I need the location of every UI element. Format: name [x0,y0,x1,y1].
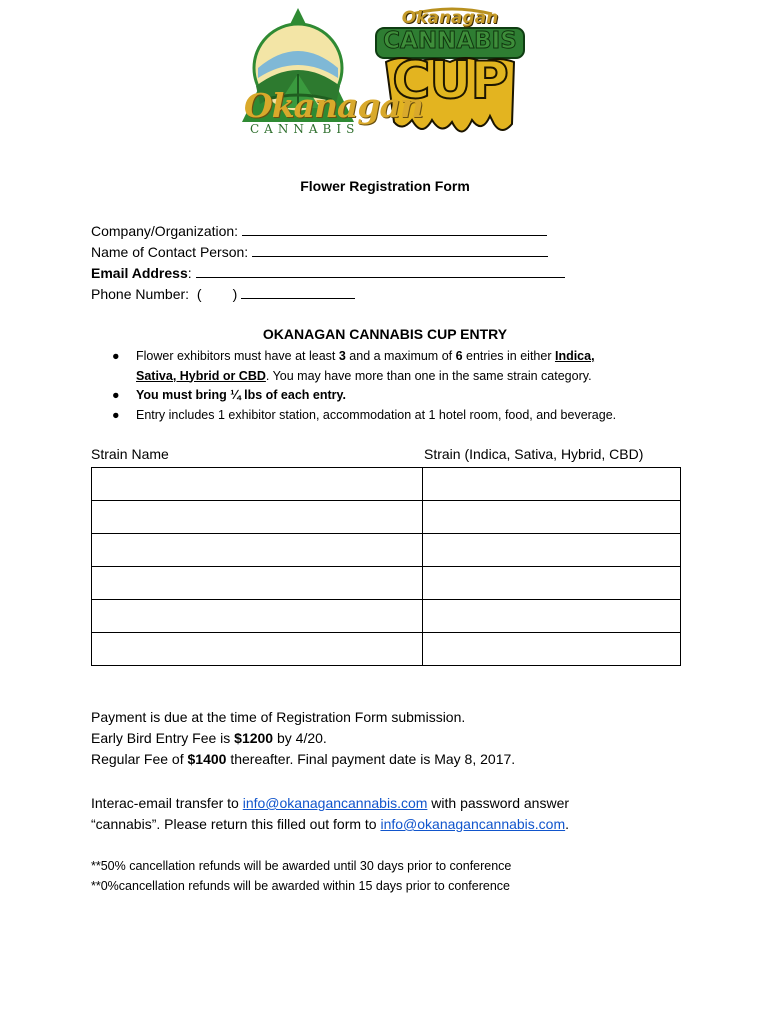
strain-type-cell[interactable] [423,567,681,600]
rule-item [90,386,690,406]
early-bird-text: Early Bird Entry Fee is [91,730,235,746]
email-link[interactable]: info@okanagancannabis.com [242,795,428,811]
rule3-text: Entry includes 1 exhibitor station, accommodation at 1 hotel room, food, and beverage. [136,407,617,422]
regular-fee: $1400 [187,751,227,767]
company-field [91,221,547,239]
phone-field [91,284,355,302]
strain-name-cell[interactable] [92,600,423,633]
return-text: “cannabis”. Please return this filled out form to [91,816,381,832]
payment-line3 [91,749,515,770]
refund-note-1: **50% cancellation refunds will be awarded until 30 days prior to conference [91,859,512,873]
interac-text-a: Interac-email transfer to [91,795,243,811]
table-row [92,501,681,534]
rule1-text-a: Flower exhibitors must have at least [136,349,339,363]
phone-mid: ) [201,286,242,302]
email-label: Email Address [91,265,188,281]
phone-label: Phone Number: ( [91,286,202,302]
strain-type-cell[interactable] [423,468,681,501]
cup-logo-line2: CANNABIS [383,28,517,54]
interac-line2 [91,814,569,835]
early-bird-date: by 4/20. [273,730,327,746]
interac-line1 [91,793,569,814]
strain-name-header: Strain Name [91,446,169,462]
table-row [92,600,681,633]
rule1-max: 6 [455,349,463,363]
contact-line[interactable] [252,242,548,257]
table-row [92,468,681,501]
strain-type-cell[interactable] [423,534,681,567]
company-line[interactable] [242,221,547,236]
contact-field [91,242,548,260]
rule1-text-b: and a maximum of [345,349,456,363]
strain-name-cell[interactable] [92,534,423,567]
form-title: Flower Registration Form [300,178,470,194]
phone-line[interactable] [241,284,355,299]
rule1-categories-1: Indica, [554,349,595,363]
rule1-categories-2: Sativa, Hybrid or CBD [136,368,266,383]
cup-logo-line3: CUP [392,51,508,111]
strain-name-cell[interactable] [92,468,423,501]
strain-type-cell[interactable] [423,600,681,633]
table-row [92,567,681,600]
rule2-text: You must bring ¼ lbs of each entry. [136,388,346,402]
interac-text-b: with password answer [427,795,570,811]
strain-name-cell[interactable] [92,567,423,600]
email-line[interactable] [196,263,565,278]
table-row [92,534,681,567]
okanagan-logo-subword: CANNABIS [250,122,360,136]
email-colon: : [187,265,196,281]
entry-rules-list [90,347,690,425]
company-label: Company/Organization: [91,223,242,239]
bullet-icon: ● [112,388,120,402]
regular-fee-text: Regular Fee of [91,751,188,767]
contact-label: Name of Contact Person: [91,244,253,260]
rule1-text-c: entries in either [462,349,555,363]
strain-name-cell[interactable] [92,633,423,666]
regular-fee-date: thereafter. Final payment date is May 8, 2017. [226,751,516,767]
bullet-icon: ● [112,349,120,363]
email-link[interactable]: info@okanagancannabis.com [380,816,566,832]
refund-note-2: **0%cancellation refunds will be awarded within 15 days prior to conference [91,879,510,893]
return-period: . [565,816,570,832]
rule-item [90,406,690,426]
strain-type-header: Strain (Indica, Sativa, Hybrid, CBD) [424,446,644,462]
table-row [92,633,681,666]
cup-logo-line1: Okanagan [401,8,499,28]
rule1-min: 3 [338,349,346,363]
strain-type-cell[interactable] [423,633,681,666]
strain-type-cell[interactable] [423,501,681,534]
email-field [91,263,565,281]
rule1-text-d: . You may have more than one in the same strain category. [265,368,592,383]
early-bird-fee: $1200 [234,730,274,746]
strain-name-cell[interactable] [92,501,423,534]
okanagan-logo-word: Okanagan [244,86,423,125]
bullet-icon: ● [112,407,120,422]
payment-line1: Payment is due at the time of Registration Form submission. [91,709,466,725]
entry-title: OKANAGAN CANNABIS CUP ENTRY [262,326,508,342]
payment-line2 [91,728,327,749]
rule-item [90,347,690,386]
strain-table [91,467,681,666]
